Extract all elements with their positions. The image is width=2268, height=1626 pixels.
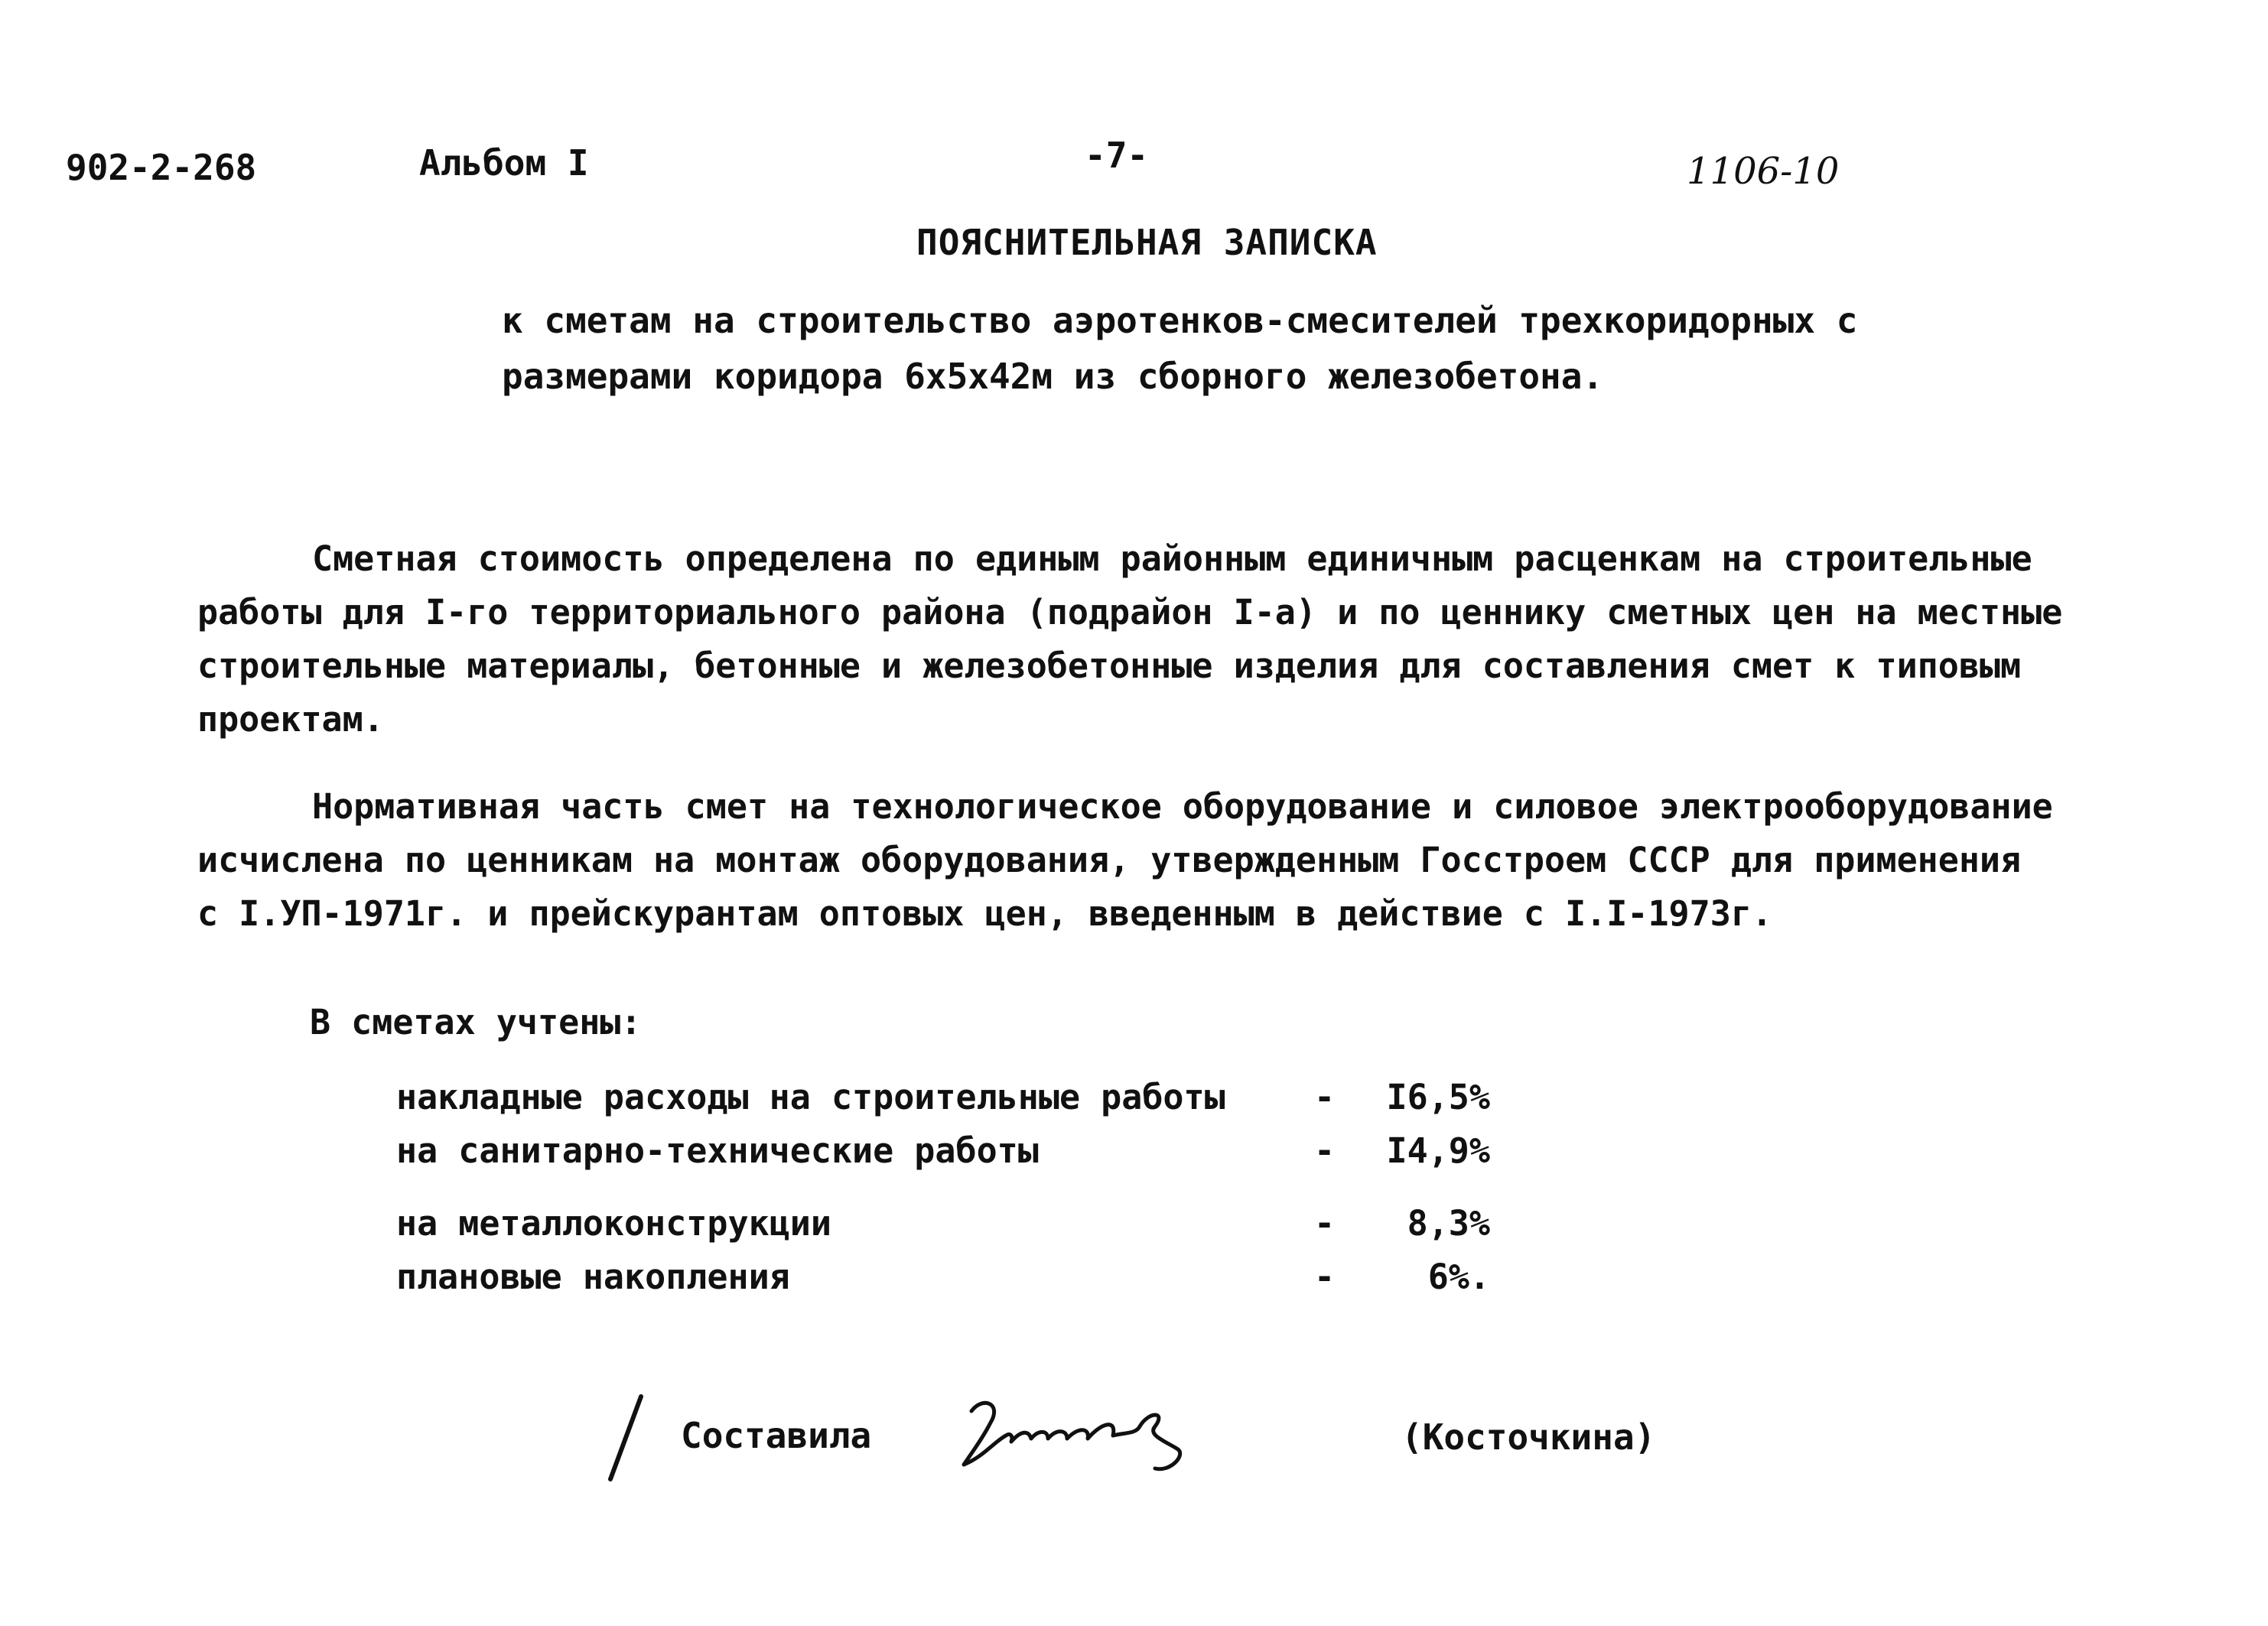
compiled-by-label: Составила — [681, 1415, 872, 1456]
slash-mark — [603, 1392, 649, 1484]
item-dash: - — [1314, 1203, 1336, 1244]
item-label: на металлоконструкции — [396, 1203, 831, 1244]
paragraph-cost-basis — [197, 532, 2062, 746]
subtitle-line: к сметам на строительство аэротенков-смесителей трехкоридорных с — [502, 300, 1858, 341]
signature-icon — [949, 1388, 1216, 1480]
document-number: 902-2-268 — [66, 147, 257, 188]
paragraph-line: проектам. — [197, 699, 384, 740]
paragraph-line: Нормативная часть смет на технологическое оборудование и силовое электрооборудование — [312, 786, 2053, 827]
subtitle-line: размерами коридора 6х5х42м из сборного железобетона. — [502, 356, 1604, 397]
paragraph-line: исчислена по ценникам на монтаж оборудования, утвержденным Госстроем СССР для применения — [197, 840, 2022, 880]
paragraph-line: с I.УП-1971г. и прейскурантам оптовых цен, введенным в действие с I.I-1973г. — [197, 893, 1773, 934]
paragraph-line: работы для I-го территориального района (подрайон I-а) и по ценнику сметных цен на местные — [197, 592, 2063, 633]
item-value: 8,3% — [1407, 1203, 1490, 1244]
paragraph-normative — [197, 780, 2053, 941]
item-label: плановые накопления — [396, 1257, 790, 1297]
item-dash: - — [1314, 1130, 1336, 1171]
item-dash: - — [1314, 1077, 1336, 1117]
paragraph-line: строительные материалы, бетонные и железобетонные изделия для составления смет к типовым — [197, 646, 2022, 686]
item-value: 6%. — [1427, 1257, 1490, 1297]
item-value: I4,9% — [1386, 1130, 1490, 1171]
item-label: на санитарно-технические работы — [396, 1130, 1039, 1171]
item-label: накладные расходы на строительные работы — [396, 1077, 1225, 1117]
item-value: I6,5% — [1386, 1077, 1490, 1117]
page-title: ПОЯСНИТЕЛЬНАЯ ЗАПИСКА — [916, 222, 1378, 263]
accounted-heading: В сметах учтены: — [310, 1002, 642, 1042]
page-number: -7- — [1085, 135, 1149, 176]
paragraph-line: Сметная стоимость определена по единым районным единичным расценкам на строительные — [312, 538, 2032, 579]
compiler-name: (Косточкина) — [1401, 1416, 1656, 1458]
album-label: Альбом I — [419, 142, 589, 184]
handwritten-code: 1106-10 — [1687, 150, 1840, 193]
item-dash: - — [1314, 1257, 1336, 1297]
